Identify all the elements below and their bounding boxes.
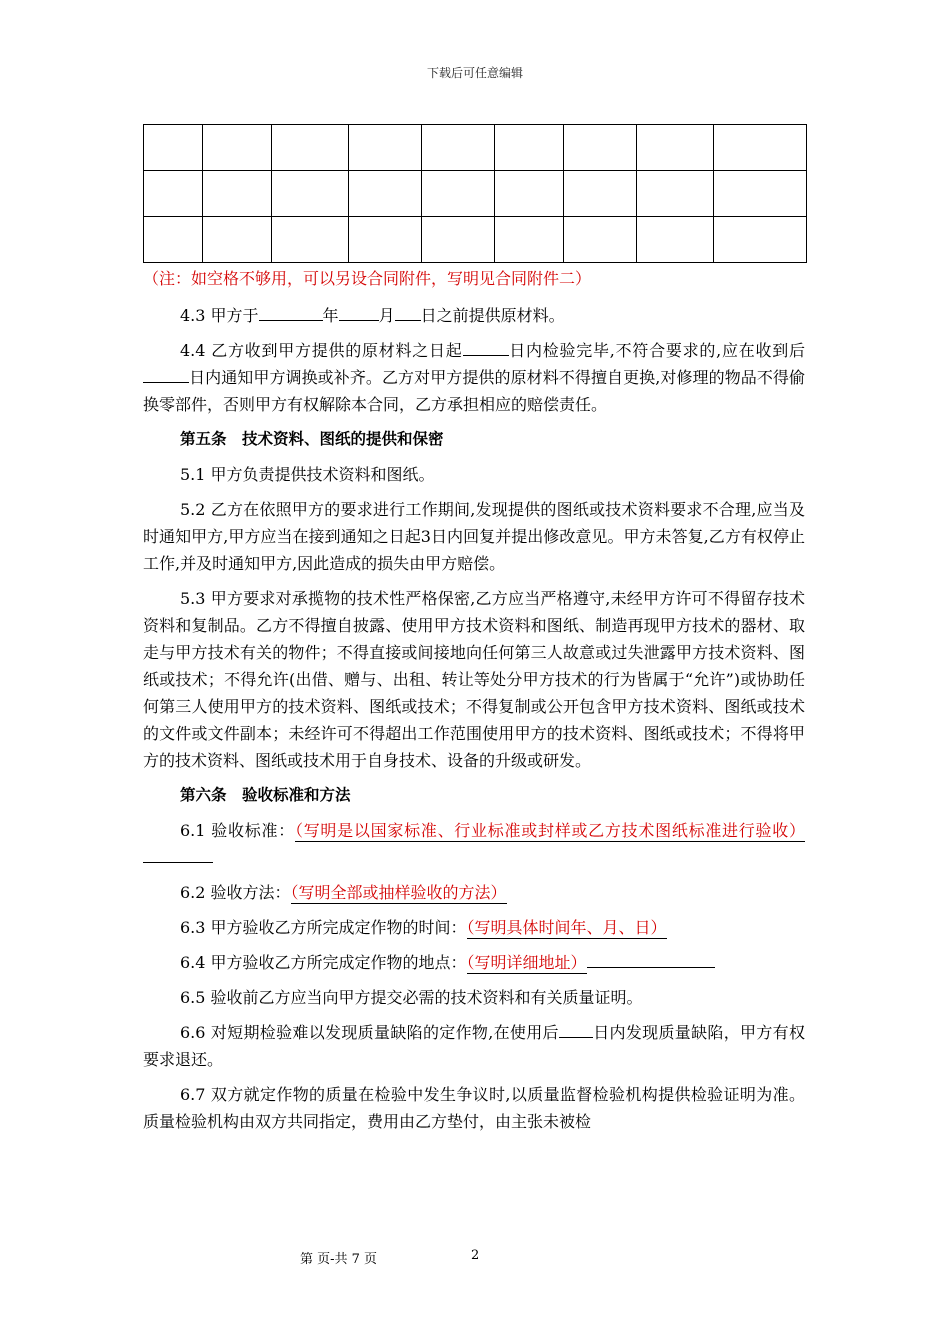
table-cell (564, 125, 637, 171)
days-blank (463, 337, 509, 356)
article-6-title: 第六条 验收标准和方法 (180, 786, 351, 804)
day-blank (395, 302, 421, 321)
table-cell (349, 125, 422, 171)
table-cell (272, 171, 349, 217)
clause-6-5: 6.5 验收前乙方应当向甲方提交必需的技术资料和有关质量证明。 (180, 988, 643, 1007)
table-cell (422, 217, 495, 263)
table-cell (495, 217, 564, 263)
page-count: 第 页-共 7 页 (300, 1252, 378, 1267)
clause-6-6: 6.6 对短期检验难以发现质量缺陷的定作物,在使用后 日内发现质量缺陷，甲方有权要求退还。 (143, 1019, 805, 1073)
table-cell (637, 125, 714, 171)
table-cell (272, 217, 349, 263)
table-cell (495, 171, 564, 217)
article-5-title: 第五条 技术资料、图纸的提供和保密 (180, 430, 444, 448)
year-blank (259, 302, 323, 321)
table-cell (714, 125, 807, 171)
table-cell (714, 217, 807, 263)
table-cell (637, 171, 714, 217)
table-row (144, 171, 807, 217)
table-note: （注：如空格不够用，可以另设合同附件，写明见合同附件二） (143, 269, 592, 288)
days-blank-2 (143, 364, 189, 383)
table-cell (203, 171, 272, 217)
table-cell (564, 217, 637, 263)
table-cell (349, 171, 422, 217)
clause-5-3: 5.3 甲方要求对承揽物的技术性严格保密,乙方应当严格遵守,未经甲方许可不得留存技术资料和复制品。乙方不得擅自披露、使用甲方技术资料和图纸、制造再现甲方技术的器材、取走与甲方技术有关的物件；不得直接或间接地向任何第三人故意或过失泄露甲方技术资料、图纸或技术；不得允许(出借、赠与、出租、转让等处分甲方技术的行为皆属于“允许”)或协助任何第三人使用甲方的技术资料、图纸或技术；不得复制或公开包含甲方技术资料、图纸或技术的文件或文件副本；未经许可不得超出工作范围使用甲方的技术资料、图纸或技术；不得将甲方的技术资料、图纸或技术用于自身技术、设备的升级或研发。 (143, 589, 805, 770)
document-body (143, 302, 805, 1143)
table-row (144, 217, 807, 263)
table-cell (422, 125, 495, 171)
clause-6-3: 6.3 甲方验收乙方所完成定作物的时间：（写明具体时间年、月、日） (180, 918, 667, 937)
clause-5-1: 5.1 甲方负责提供技术资料和图纸。 (180, 465, 435, 484)
table-cell (495, 125, 564, 171)
table-row (144, 125, 807, 171)
page-number: 2 (471, 1248, 480, 1263)
clause-6-4: 6.4 甲方验收乙方所完成定作物的地点：（写明详细地址） (143, 949, 805, 976)
table-cell (637, 217, 714, 263)
month-blank (339, 302, 379, 321)
location-value: （写明详细地址） (466, 953, 587, 972)
clause-4-3: 4.3 甲方于 年 月 日之前提供原材料。 (143, 302, 805, 329)
table-cell (714, 171, 807, 217)
table-cell (422, 171, 495, 217)
clause-5-2: 5.2 乙方在依照甲方的要求进行工作期间,发现提供的图纸或技术资料要求不合理,应当及时通知甲方,甲方应当在接到通知之日起3日内回复并提出修改意见。甲方未答复,乙方有权停止工作,并及时通知甲方,因此造成的损失由甲方赔偿。 (143, 500, 805, 573)
table-cell (349, 217, 422, 263)
table-cell (144, 217, 203, 263)
method-value: （写明全部或抽样验收的方法） (290, 883, 507, 902)
table-cell (203, 217, 272, 263)
clause-6-7: 6.7 双方就定作物的质量在检验中发生争议时,以质量监督检验机构提供检验证明为准。质量检验机构由双方共同指定，费用由乙方垫付，由主张未被检 (143, 1085, 805, 1131)
table-cell (203, 125, 272, 171)
table-cell (144, 171, 203, 217)
table-cell (144, 125, 203, 171)
clause-6-1: 6.1 验收标准：（写明是以国家标准、行业标准或封样或乙方技术图纸标准进行验收） (143, 817, 805, 871)
time-value: （写明具体时间年、月、日） (466, 918, 667, 937)
table-cell (272, 125, 349, 171)
days-blank-3 (559, 1019, 593, 1038)
clause-6-2: 6.2 验收方法：（写明全部或抽样验收的方法） (180, 883, 507, 902)
clause-4-4: 4.4 乙方收到甲方提供的原材料之日起 日内检验完毕,不符合要求的,应在收到后日内通知甲方调换或补齐。乙方对甲方提供的原材料不得擅自更换,对修理的物品不得偷换零部件，否则甲方有权解除本合同，乙方承担相应的赔偿责任。 (143, 337, 805, 418)
blank-table (143, 124, 807, 263)
page-header: 下载后可任意编辑 (426, 66, 523, 80)
table-cell (564, 171, 637, 217)
standard-value: （写明是以国家标准、行业标准或封样或乙方技术图纸标准进行验收） (294, 821, 805, 840)
